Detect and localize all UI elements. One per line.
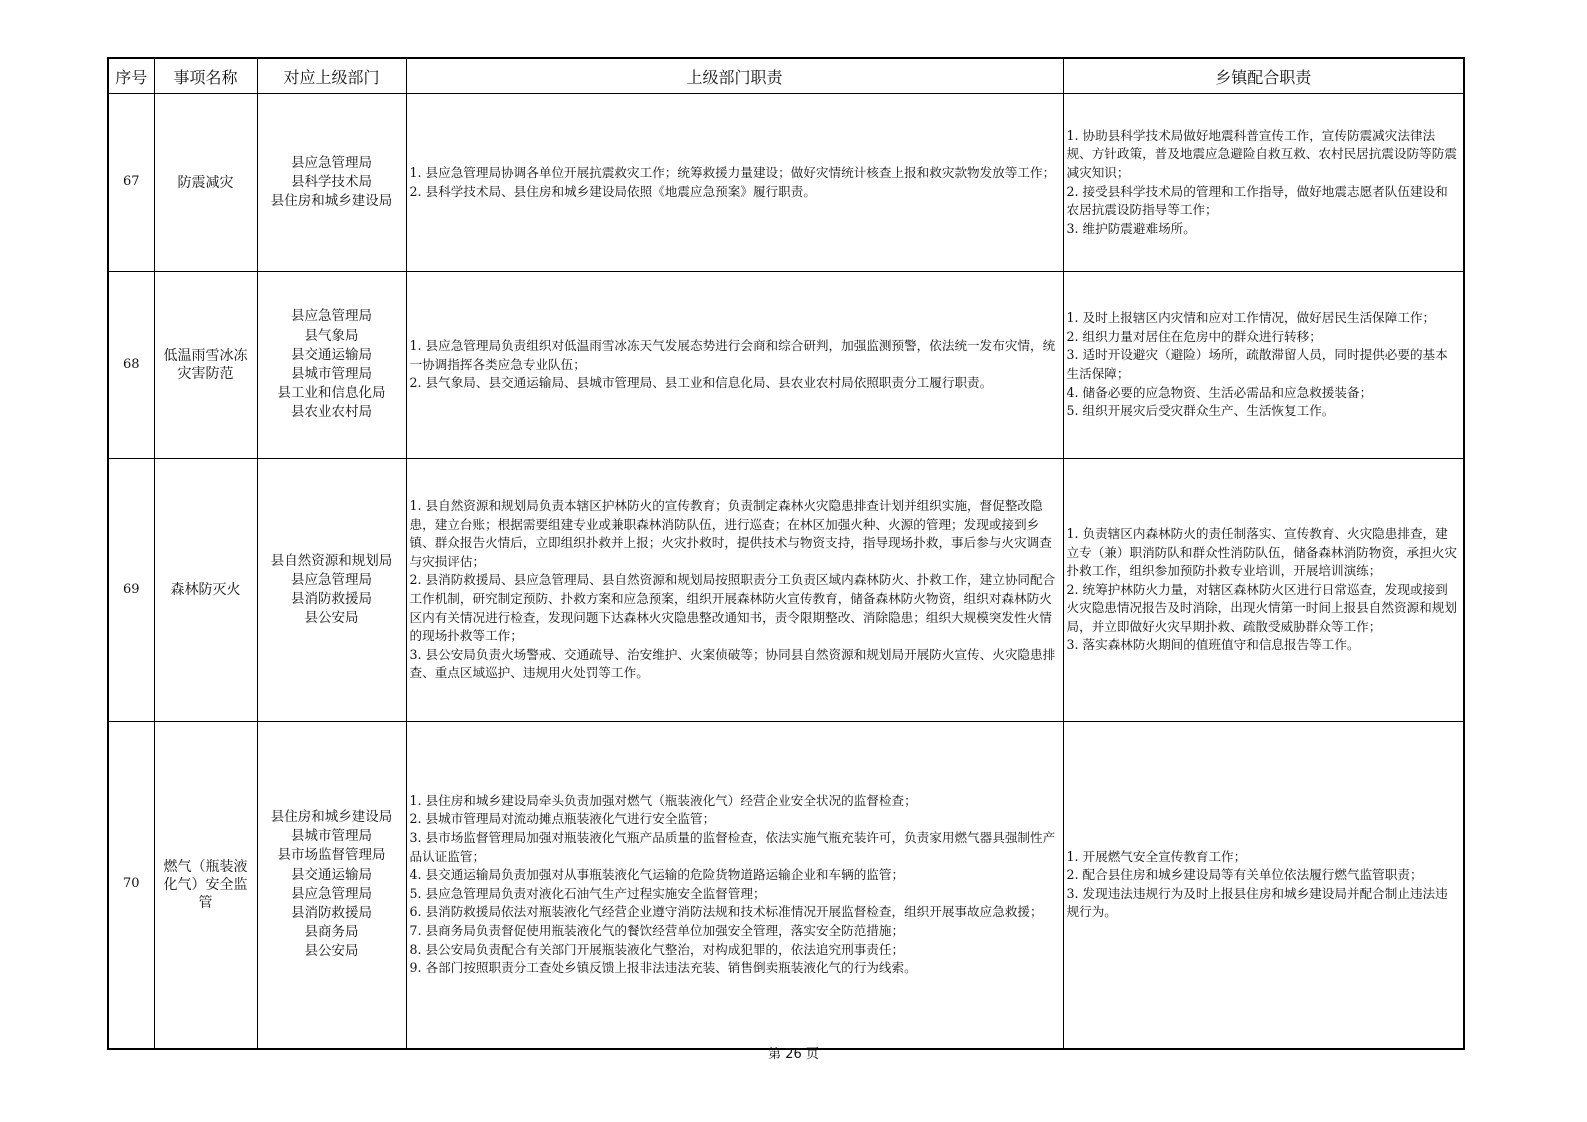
duty-item: 9. 各部门按照职责分工查处乡镇反馈上报非法违法充装、销售倒卖瓶装液化气的行为线索。 — [409, 960, 917, 976]
duty-item: 2. 县科学技术局、县住房和城乡建设局依照《地震应急预案》履行职责。 — [409, 183, 816, 199]
row-town-duty — [1063, 272, 1464, 459]
department-name: 县住房和城乡建设局 — [270, 193, 393, 210]
duty-item: 3. 发现违法违规行为及时上报县住房和城乡建设局并配合制止违法违规行为。 — [1066, 885, 1448, 920]
duty-item: 1. 县自然资源和规划局负责本辖区护林防火的宣传教育；负责制定森林火灾隐患排查计划并组织实施，督促整改隐患，建立台账；根据需要组建专业或兼职森林消防队伍，进行巡查；在林区加强火种、火源的管理；发现或接到乡镇、群众报告火情后，立即组织扑救并上报；火灾扑救时，提供技术与物资支持，指导现场扑救，事后参与火灾调查与灾损评估； — [409, 498, 1052, 569]
row-town-duty — [1063, 722, 1464, 1049]
department-name: 县应急管理局 — [291, 154, 372, 171]
duty-item: 7. 县商务局负责督促使用瓶装液化气的餐饮经营单位加强安全管理，落实安全防范措施； — [409, 922, 905, 938]
header-index: 序号 — [108, 58, 154, 94]
row-upper-duty — [406, 272, 1063, 459]
row-item-name: 森林防灭火 — [154, 459, 257, 722]
row-index: 70 — [108, 722, 154, 1049]
row-item-name: 低温雨雪冰冻灾害防范 — [154, 272, 257, 459]
duty-item: 3. 落实森林防火期间的值班值守和信息报告等工作。 — [1066, 637, 1360, 653]
row-upper-duty — [406, 94, 1063, 272]
duty-item: 1. 县应急管理局负责组织对低温雨雪冰冻天气发展态势进行会商和综合研判，加强监测预警，依法统一发布灾情，统一协调指挥各类应急专业队伍； — [409, 338, 1056, 372]
duty-item: 1. 及时上报辖区内灾情和应对工作情况，做好居民生活保障工作； — [1066, 310, 1436, 326]
header-upper-dept: 对应上级部门 — [257, 58, 406, 94]
row-departments — [257, 459, 406, 722]
duty-table — [107, 57, 1465, 1050]
row-departments — [257, 272, 406, 459]
duty-item: 1. 县应急管理局协调各单位开展抗震救灾工作；统筹救援力量建设；做好灾情统计核查上报和救灾款物发放等工作； — [409, 164, 1056, 180]
row-upper-duty — [406, 722, 1063, 1049]
duty-item: 3. 维护防震避难场所。 — [1066, 220, 1196, 236]
department-name: 县气象局 — [304, 327, 359, 344]
table-row — [108, 722, 1464, 1049]
duty-item: 3. 县公安局负责火场警戒、交通疏导、治安维护、火案侦破等；协同县自然资源和规划局开展防火宣传、火灾隐患排查、重点区域巡护、违规用火处罚等工作。 — [409, 646, 1056, 681]
duty-item: 3. 适时开设避灾（避险）场所，疏散滞留人员，同时提供必要的基本生活保障； — [1066, 347, 1448, 381]
row-index: 67 — [108, 94, 154, 272]
row-upper-duty — [406, 459, 1063, 722]
duty-item: 6. 县消防救援局依法对瓶装液化气经营企业遵守消防法规和技术标准情况开展监督检查，组织开展事故应急救援； — [409, 904, 1043, 920]
department-name: 县城市管理局 — [291, 366, 372, 382]
duty-item: 2. 县城市管理局对流动摊点瓶装液化气进行安全监管； — [409, 811, 716, 827]
duty-item: 5. 组织开展灾后受灾群众生产、生活恢复工作。 — [1066, 403, 1335, 419]
row-index: 69 — [108, 459, 154, 722]
department-name: 县应急管理局 — [291, 571, 372, 588]
department-name: 县工业和信息化局 — [277, 385, 386, 402]
duty-item: 2. 接受县科学技术局的管理和工作指导，做好地震志愿者队伍建设和农居抗震设防指导等工作； — [1066, 183, 1448, 218]
page-number: 第 26 页 — [768, 1047, 819, 1062]
department-name: 县公安局 — [304, 610, 359, 627]
department-name: 县农业农村局 — [291, 404, 372, 421]
row-departments — [257, 722, 406, 1049]
department-name: 县交通运输局 — [291, 346, 372, 363]
department-name: 县消防救援局 — [291, 904, 372, 921]
department-name: 县应急管理局 — [291, 308, 372, 325]
duty-item: 8. 县公安局负责配合有关部门开展瓶装液化气整治，对构成犯罪的，依法追究刑事责任； — [409, 941, 905, 957]
duty-item: 3. 县市场监督管理局加强对瓶装液化气瓶产品质量的监督检查，依法实施气瓶充装许可，负责家用燃气器具强制性产品认证监管； — [409, 829, 1056, 864]
duty-item: 5. 县应急管理局负责对液化石油气生产过程实施安全监督管理； — [409, 885, 766, 901]
duty-item: 2. 县气象局、县交通运输局、县城市管理局、县工业和信息化局、县农业农村局依照职责分工履行职责。 — [409, 375, 993, 391]
table-row — [108, 272, 1464, 459]
table-row — [108, 94, 1464, 272]
department-name: 县应急管理局 — [291, 885, 372, 902]
header-town-duty: 乡镇配合职责 — [1063, 58, 1464, 94]
duty-item: 2. 组织力量对居住在危房中的群众进行转移； — [1066, 328, 1322, 344]
duty-item: 1. 县住房和城乡建设局牵头负责加强对燃气（瓶装液化气）经营企业安全状况的监督检查； — [409, 792, 917, 808]
table-header-row — [108, 58, 1464, 94]
duty-item: 2. 配合县住房和城乡建设局等有关单位依法履行燃气监管职责； — [1066, 867, 1423, 883]
duty-item: 4. 县交通运输局负责加强对从事瓶装液化气运输的危险货物道路运输企业和车辆的监管； — [409, 867, 905, 883]
duty-item: 2. 县消防救援局、县应急管理局、县自然资源和规划局按照职责分工负责区域内森林防火、扑救工作，建立协同配合工作机制，研究制定预防、扑救方案和应急预案，组织开展森林防火宣传教育，储备森林防火物资，组织对森林防火区内有关情况进行检查，发现问题下达森林火灾隐患整改通知书，责令限期整改、消除隐患；组织大规模突发性火情的现场扑救等工作； — [409, 572, 1056, 644]
table-row — [108, 459, 1464, 722]
row-index: 68 — [108, 272, 154, 459]
department-name: 县自然资源和规划局 — [270, 552, 393, 569]
department-name: 县公安局 — [304, 943, 359, 960]
department-name: 县交通运输局 — [291, 866, 372, 883]
row-town-duty — [1063, 459, 1464, 722]
row-departments — [257, 94, 406, 272]
duty-item: 4. 储备必要的应急物资、生活必需品和应急救援装备； — [1066, 384, 1373, 400]
department-name: 县住房和城乡建设局 — [270, 808, 393, 825]
header-upper-duty: 上级部门职责 — [406, 58, 1063, 94]
duty-item: 1. 协助县科学技术局做好地震科普宣传工作，宣传防震减灾法律法规、方针政策，普及地震应急避险自救互救、农村民居抗震设防等防震减灾知识； — [1066, 127, 1457, 180]
department-name: 县科学技术局 — [291, 173, 372, 190]
header-item-name: 事项名称 — [154, 58, 257, 94]
department-name: 县商务局 — [304, 924, 359, 941]
duty-item: 1. 开展燃气安全宣传教育工作； — [1066, 848, 1247, 864]
row-town-duty — [1063, 94, 1464, 272]
duty-item: 2. 统筹护林防火力量，对辖区森林防火区进行日常巡查，发现或接到火灾隐患情况报告及时消除，出现火情第一时间上报县自然资源和规划局，并立即做好火灾早期扑救、疏散受威胁群众等工作； — [1066, 581, 1457, 634]
department-name: 县市场监督管理局 — [277, 847, 386, 864]
row-item-name: 燃气（瓶装液化气）安全监管 — [154, 722, 257, 1049]
department-name: 县消防救援局 — [291, 591, 372, 607]
row-item-name: 防震减灾 — [154, 94, 257, 272]
duty-item: 1. 负责辖区内森林防火的责任制落实、宣传教育、火灾隐患排查，建立专（兼）职消防队和群众性消防队伍，储备森林消防物资，承担火灾扑救工作，组织参加预防扑救专业培训，开展培训演练； — [1066, 525, 1457, 579]
department-name: 县城市管理局 — [291, 828, 372, 845]
